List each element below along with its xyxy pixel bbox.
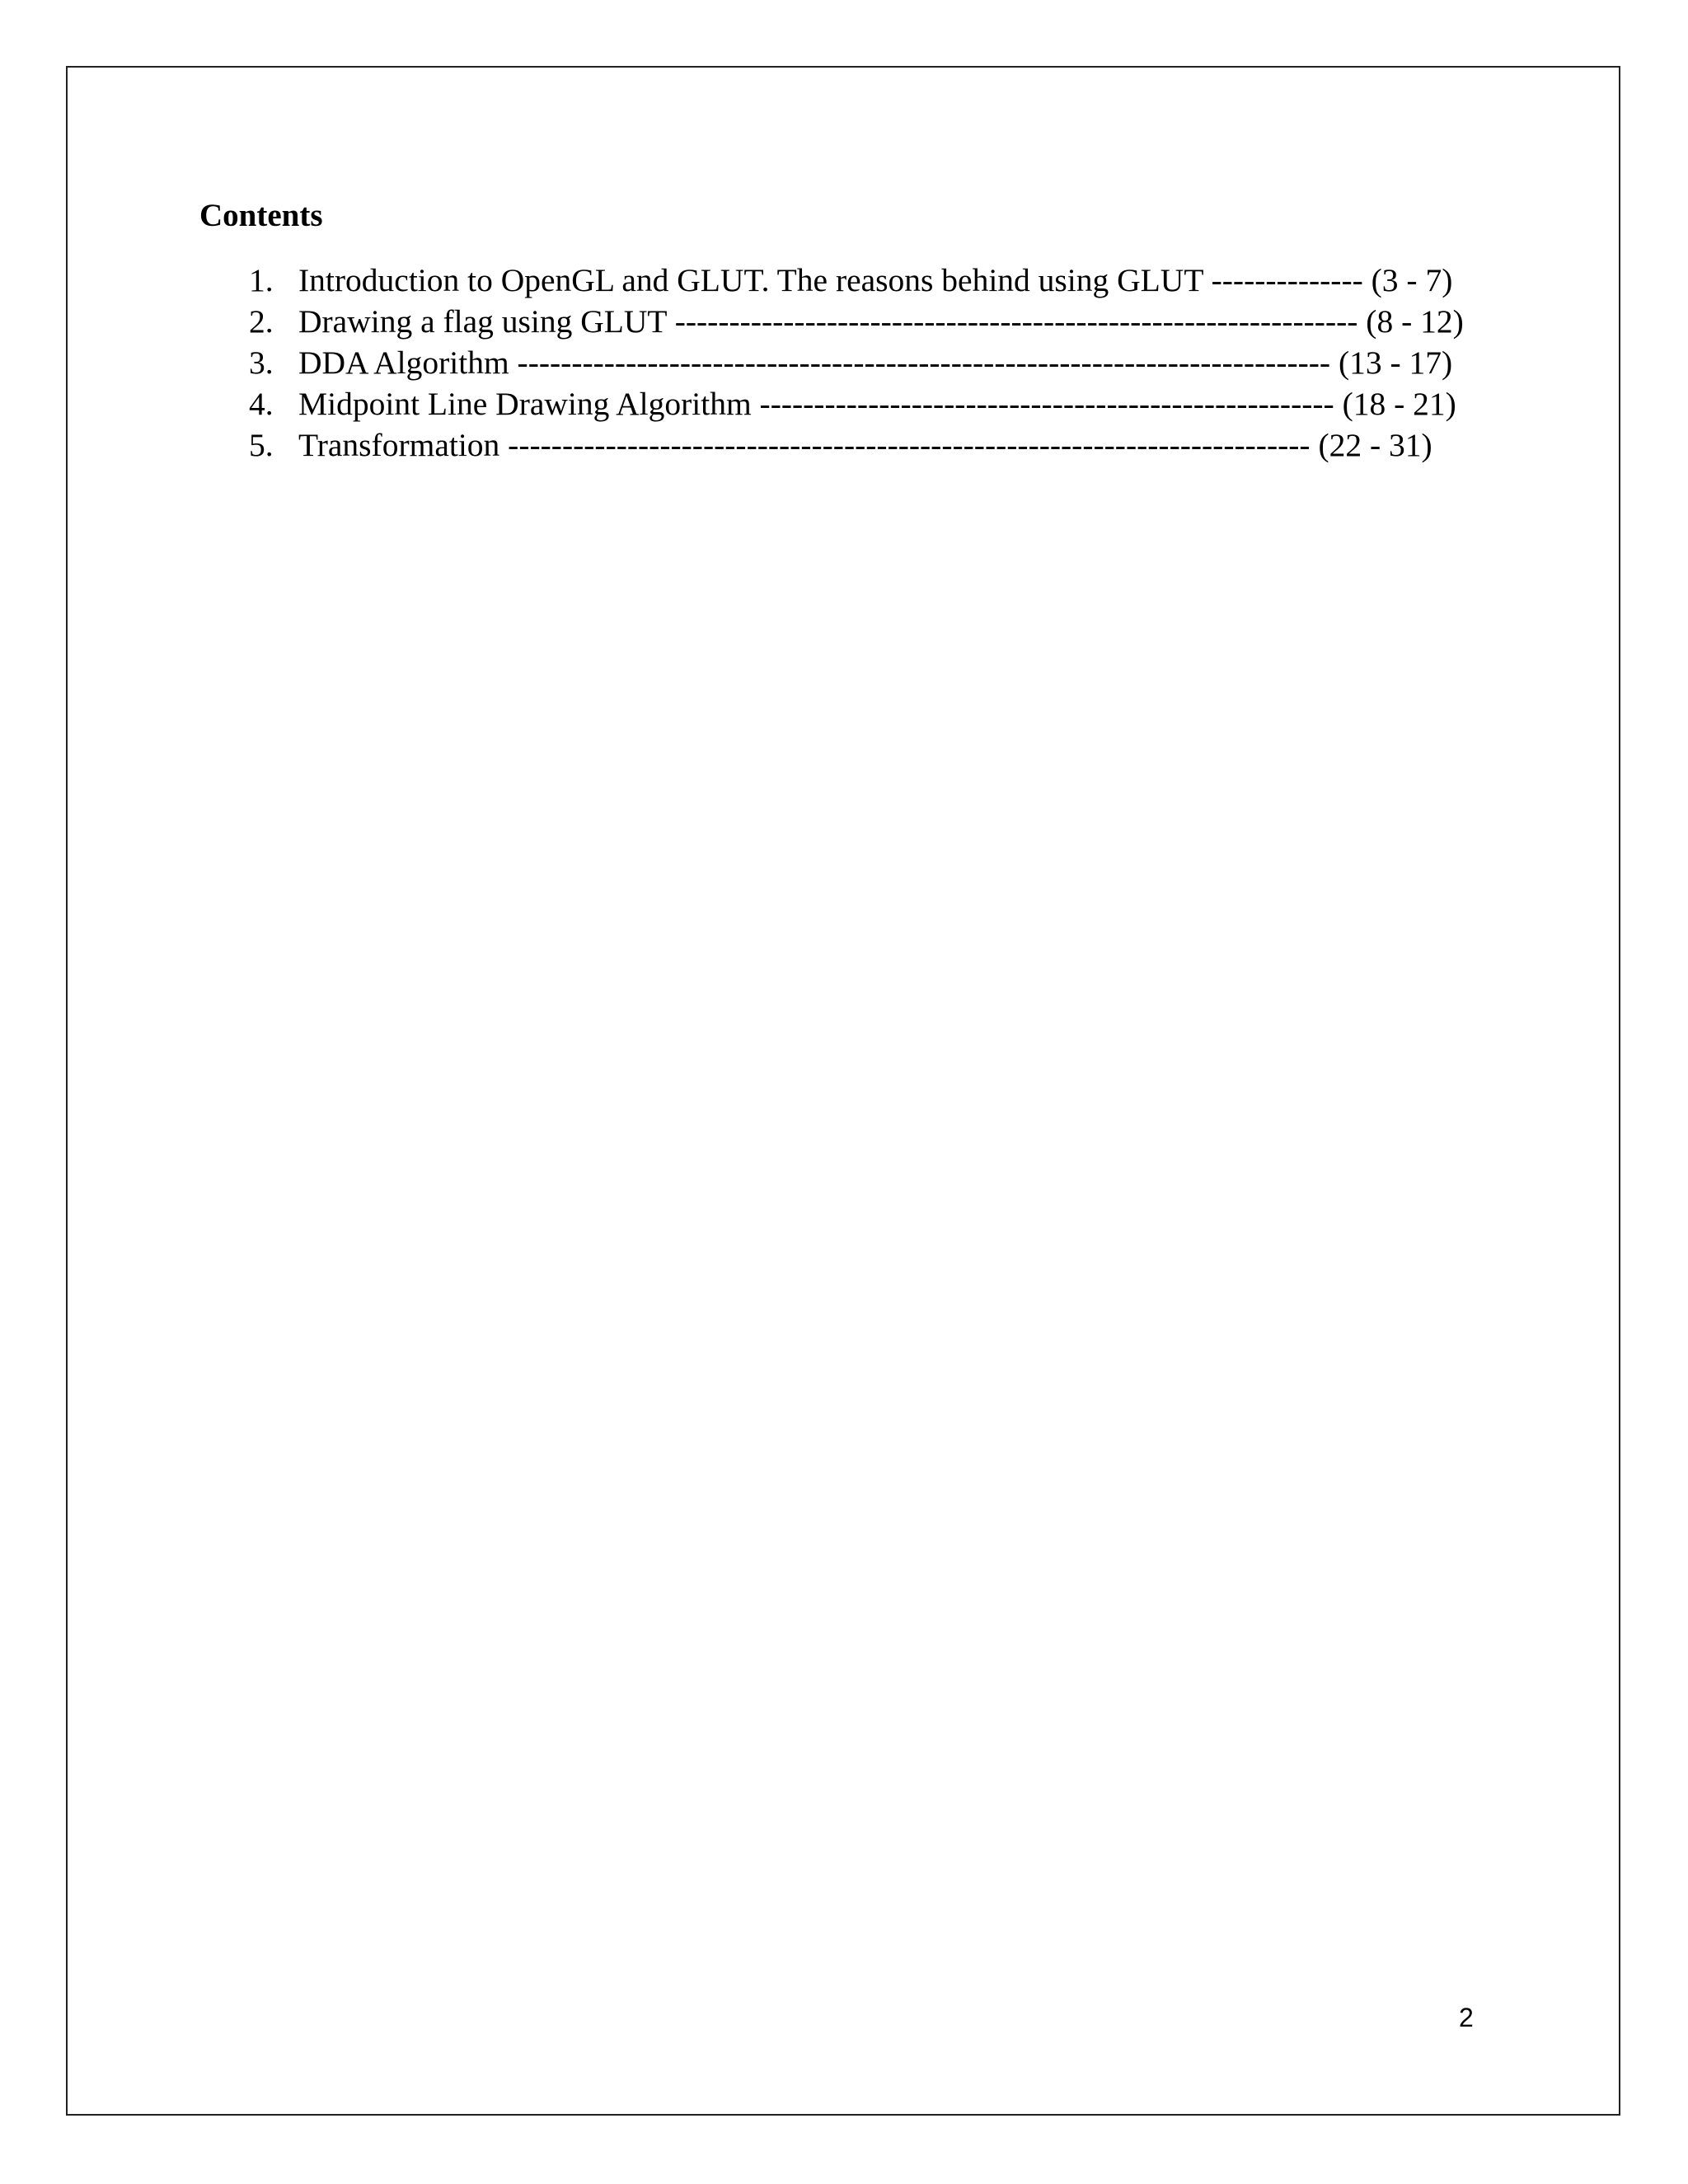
toc-entry-number: 5. bbox=[249, 427, 274, 463]
toc-entry-number: 3. bbox=[249, 344, 274, 381]
toc-entry bbox=[249, 383, 1485, 424]
toc-entry-text: Transformation -------------------------------------------------------------------------- (22 - 31) bbox=[298, 427, 1432, 463]
contents-heading: Contents bbox=[199, 198, 323, 233]
table-of-contents bbox=[249, 260, 1485, 466]
toc-entry bbox=[249, 301, 1485, 342]
toc-entry-number: 1. bbox=[249, 262, 274, 298]
toc-entry-text: DDA Algorithm --------------------------------------------------------------------------- (13 - 17) bbox=[298, 344, 1453, 381]
toc-entry-number: 4. bbox=[249, 386, 274, 422]
page-number: 2 bbox=[1459, 2003, 1474, 2032]
toc-entry bbox=[249, 424, 1485, 466]
toc-entry-text: Midpoint Line Drawing Algorithm ----------------------------------------------------- (18 - 21) bbox=[298, 386, 1456, 422]
toc-entry-text: Introduction to OpenGL and GLUT. The reasons behind using GLUT -------------- (3 - 7) bbox=[298, 262, 1453, 298]
toc-entry-number: 2. bbox=[249, 303, 274, 340]
toc-entry bbox=[249, 260, 1485, 301]
toc-entry-text: Drawing a flag using GLUT --------------------------------------------------------------- (8 - 12) bbox=[298, 303, 1464, 340]
toc-entry bbox=[249, 342, 1485, 383]
